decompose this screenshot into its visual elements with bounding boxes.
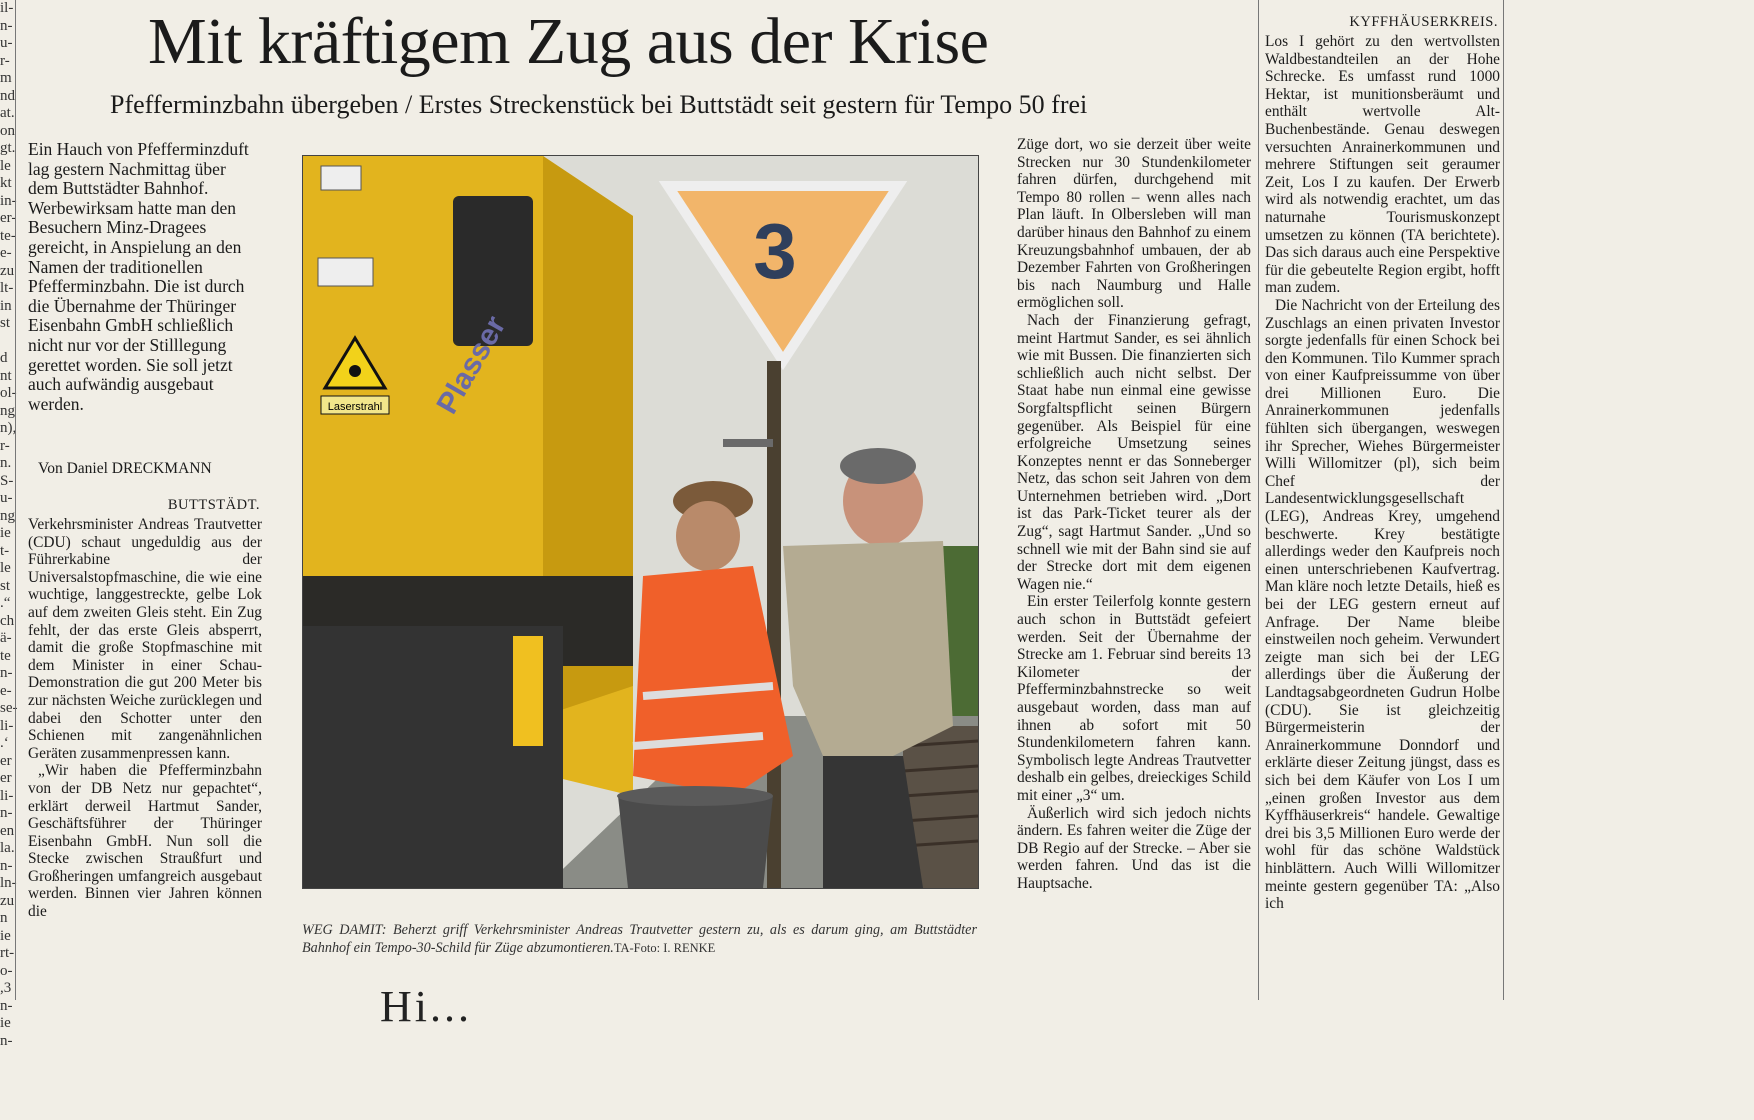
col1-paragraph: Verkehrsminister Andreas Trautvetter (CDU) schaut ungeduldig aus der Führerkabine der Universalstopfmaschine, die wie eine wuchtige, langgestreckte, gelbe Lok auf dem zweiten Gleis steht. Ein Zug fehlt, der das erste Gleis absperrt, damit die große Stopfmaschine mit dem Minister in einer Schau-Demonstration die gut 200 Meter bis zur nächsten Weiche zurücklegen und dabei den Schotter unter den Schienen mit zangenähnlichen Geräten zusammenpressen kann. — [28, 516, 262, 762]
article-column-1 — [28, 516, 262, 921]
sidebar-rule — [1258, 0, 1259, 1000]
lamp-middle — [318, 258, 373, 286]
sign-number: 3 — [753, 207, 797, 295]
col3-paragraph: Los I gehört zu den wertvollsten Waldbestandteilen an der Hohe Schrecke. Es umfasst rund 1000 Hektar, ist munitionsberäumt und enthält wertvolle Alt-Buchenbestände. Genau deswegen versuchten Anrainerkommunen und mehrere Stiftungen seit geraumer Zeit, Los I zu kaufen. Der Erwerb wird als notwendig erachtet, um das naturnahe Tourismuskonzept umsetzen zu können (TA berichtete). Das sich daraus auch eine Perspektive für die gebeutelte Region ergibt, hofft man zudem. — [1265, 33, 1500, 297]
worker-face — [676, 501, 740, 571]
minister-hair — [840, 448, 916, 484]
photo-credit: TA-Foto: I. RENKE — [613, 940, 716, 955]
col2-paragraph: Äußerlich wird sich jedoch nichts ändern. Es fahren weiter die Züge der DB Regio auf der Strecke. – Aber sie werden fahren. Und das ist die Hauptsache. — [1017, 804, 1251, 892]
byline: Von Daniel DRECKMANN — [38, 460, 212, 477]
pole-clamp — [723, 439, 773, 447]
trash-bin — [618, 796, 773, 888]
photo-caption — [302, 922, 977, 957]
next-article-headline-fragment: Hi... — [380, 982, 472, 1031]
sidebar-column — [1265, 33, 1500, 913]
col3-paragraph: Die Nachricht von der Erteilung des Zuschlags an einen privaten Investor sorgte jedenfalls für einen Schock bei den Kommunen. Tilo Kummer sprach von einer Kaufpreissumme von über drei Millionen Euro. Die Anrainerkommunen jedenfalls fühlten sich übergangen, weswegen ihr Sprecher, Wiehes Bürgermeister Willi Willomitzer (pl), sich beim Chef der Landesentwicklungsgesellschaft (LEG), Andreas Krey, umgehend beschwerte. Krey bestätigte allerdings weder den Kaufpreis noch einen unterschriebenen Kaufvertrag. Man kläre noch letzte Details, hieß es bei der LEG gestern erneut auf Anfrage. Der Name bleibe einstweilen noch geheim. Verwundert zeigte man sich bei der LEG allerdings über die Äußerung der Landtagsabgeordneten Gudrun Holbe (CDU). Sie ist gleichzeitig Bürgermeisterin der Anrainerkommune Donndorf und erklärte dieser Zeitung jüngst, dass es sich bei dem Käufer von Los I um „einen großen Investor aus dem Kyffhäuserkreis“ handele. Gewaltige drei bis 3,5 Millionen Euro werde der wohl für das schöne Waldstück hinblättern. Auch Willi Willomitzer meinte gestern gegenüber TA: „Also ich — [1265, 296, 1500, 913]
sidebar-kicker: KYFFHÄUSERKREIS. — [1349, 14, 1498, 30]
teaser — [28, 140, 260, 414]
col2-paragraph: Züge dort, wo sie derzeit über weite Strecken nur 30 Stundenkilometer fahren dürfen, durchgehend mit Tempo 80 rollen – wenn alles nach Plan läuft. In Olbersleben will man darüber hinaus den Bahnhof zu einem Kreuzungsbahnhof umbauen, der ab Dezember Fahrten von Großheringen bis nach Naumburg und Halle ermöglichen soll. — [1017, 136, 1251, 312]
laser-label: Laserstrahl — [327, 401, 383, 413]
right-column-rule — [1503, 0, 1504, 1000]
left-edge-fragments: il- n- u- r- m nd at. on gt. le kt in- er- te- e- zu lt- in st d nt ol- ng n), r- n. S- u- ng ie t- le st .“ ch ä- te n- e- se- li- .‘ er er li- n- en la. n- ln- zu n ie rt- o- ,3 n- ie n- — [0, 0, 18, 1049]
dateline: BUTTSTÄDT. — [167, 497, 260, 513]
headline: Mit kräftigem Zug aus der Krise — [148, 5, 989, 78]
teaser-text: Ein Hauch von Pfefferminzduft lag gestern Nachmittag über dem Buttstädter Bahnhof. Werbewirksam hatte man den Besuchern Minz-Dragees gereicht, in Anspielung an den Namen der traditionellen Pfefferminzbahn. Die ist durch die Übernahme der Thüringer Eisenbahn GmbH schließlich nicht nur vor der Stilllegung gerettet worden. Sie soll jetzt auch aufwändig ausgebaut werden. — [28, 139, 249, 414]
subheadline: Pfefferminzbahn übergeben / Erstes Streckenstück bei Buttstädt seit gestern für Tempo 50 frei — [110, 90, 1088, 119]
news-photo — [302, 155, 979, 889]
train-lettering: Plasser — [430, 310, 513, 420]
col2-paragraph: Ein erster Teilerfolg konnte gestern auch schon in Buttstädt gefeiert werden. Seit der Übernahme der Strecke am 1. Februar sind bereits 13 Kilometer der Pfefferminzbahnstrecke so weit ausgebaut worden, dass man auf ihnen ab sofort mit 50 Stundenkilometern fahren kann. Symbolisch legte Andreas Trautvetter deshalb ein gelbes, dreieckiges Schild mit einer „3“ um. — [1017, 593, 1251, 804]
caption-text: WEG DAMIT: Beherzt griff Verkehrsminister Andreas Trautvetter gestern zu, als es darum ging, am Buttstädter Bahnhof ein Tempo-30-Schild für Züge abzumontieren. — [302, 922, 977, 956]
col2-paragraph: Nach der Finanzierung gefragt, meint Hartmut Sander, es sei ähnlich wie mit Bussen. Die finanzierten sich schließlich auch nicht selbst. Der Staat habe nun einmal eine gewisse Sorgfaltspflicht seinen Bürgern gegenüber. Als Beispiel für eine erfolgreiche Umsetzung seines Konzeptes nennt er das Sonneberger Netz, das schon seit Jahren von dem Unternehmen betrieben wird. „Dort ist das Park-Ticket teurer als der Zug“, sagt Hartmut Sander. „Und so schnell wie mit der Bahn sind sie auf der Strecke dort mit dem eigenen Wagen nie.“ — [1017, 311, 1251, 593]
left-column-rule — [15, 0, 16, 1000]
photo-illustration — [303, 156, 978, 888]
article-column-2 — [1017, 136, 1251, 893]
col1-paragraph: „Wir haben die Pfefferminzbahn von der DB Netz nur gepachtet“, erklärt derweil Hartmut Sander, Geschäftsführer der Thüringer Eisenbahn GmbH. Nun soll die Stecke zwischen Straußfurt und Großheringen umfangreich ausgebaut werden. Binnen vier Jahren können die — [28, 762, 262, 921]
lamp-top — [321, 166, 361, 190]
hazard-stripe — [513, 636, 543, 746]
